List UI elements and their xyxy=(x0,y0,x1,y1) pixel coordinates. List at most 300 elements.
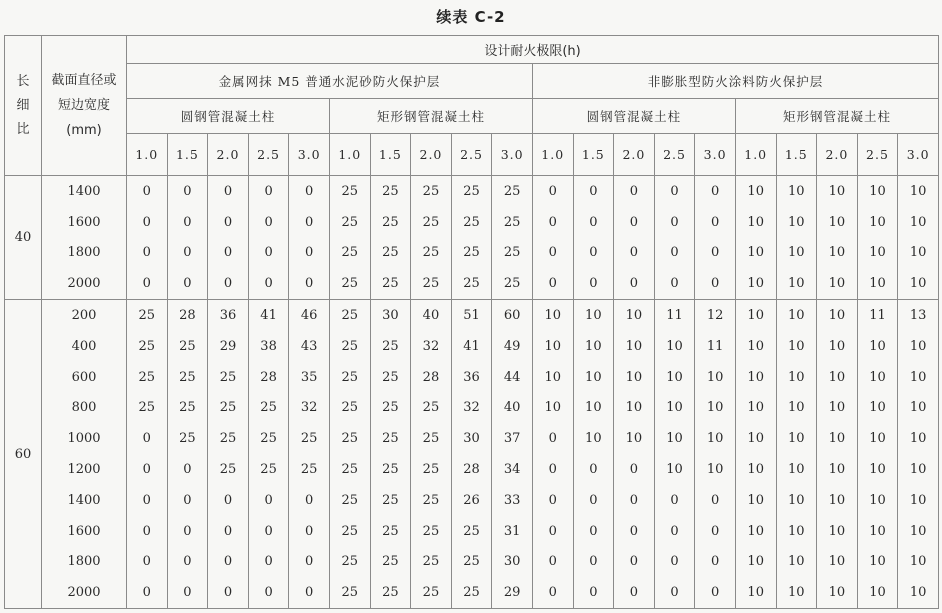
value-cell: 25 xyxy=(411,423,452,454)
value-cell: 0 xyxy=(695,547,736,578)
hours-header-row xyxy=(5,134,939,176)
section-size-cell: 1800 xyxy=(42,547,127,578)
value-cell: 10 xyxy=(573,393,614,424)
value-cell: 25 xyxy=(411,516,452,547)
value-cell: 0 xyxy=(614,516,655,547)
section-size-cell: 1000 xyxy=(42,423,127,454)
value-cell: 10 xyxy=(735,423,776,454)
value-cell: 10 xyxy=(857,176,898,207)
value-cell: 25 xyxy=(492,207,533,238)
value-cell: 25 xyxy=(451,207,492,238)
value-cell: 10 xyxy=(776,362,817,393)
value-cell: 10 xyxy=(614,423,655,454)
hour-header-cell: 2.5 xyxy=(654,134,695,176)
table-row xyxy=(5,423,939,454)
value-cell: 0 xyxy=(573,207,614,238)
value-cell: 0 xyxy=(127,268,168,299)
value-cell: 10 xyxy=(776,207,817,238)
value-cell: 0 xyxy=(248,577,289,608)
value-cell: 0 xyxy=(167,238,208,269)
value-cell: 10 xyxy=(735,577,776,608)
value-cell: 0 xyxy=(573,577,614,608)
value-cell: 0 xyxy=(614,176,655,207)
value-cell: 0 xyxy=(127,238,168,269)
value-cell: 25 xyxy=(451,516,492,547)
table-row xyxy=(5,547,939,578)
value-cell: 25 xyxy=(370,547,411,578)
value-cell: 0 xyxy=(532,176,573,207)
value-cell: 0 xyxy=(289,238,330,269)
value-cell: 0 xyxy=(573,485,614,516)
value-cell: 10 xyxy=(817,238,858,269)
value-cell: 0 xyxy=(289,485,330,516)
value-cell: 25 xyxy=(492,268,533,299)
value-cell: 10 xyxy=(898,393,939,424)
value-cell: 10 xyxy=(614,393,655,424)
value-cell: 10 xyxy=(817,300,858,331)
value-cell: 10 xyxy=(695,393,736,424)
value-cell: 25 xyxy=(329,454,370,485)
value-cell: 33 xyxy=(492,485,533,516)
table-body xyxy=(5,176,939,609)
value-cell: 0 xyxy=(654,516,695,547)
value-cell: 25 xyxy=(329,485,370,516)
value-cell: 10 xyxy=(898,485,939,516)
value-cell: 10 xyxy=(857,268,898,299)
slenderness-header xyxy=(5,36,42,176)
value-cell: 25 xyxy=(370,362,411,393)
value-cell: 10 xyxy=(735,331,776,362)
value-cell: 29 xyxy=(208,331,249,362)
value-cell: 10 xyxy=(857,516,898,547)
value-cell: 10 xyxy=(735,516,776,547)
value-cell: 10 xyxy=(817,516,858,547)
value-cell: 25 xyxy=(370,207,411,238)
value-cell: 25 xyxy=(451,577,492,608)
value-cell: 0 xyxy=(289,207,330,238)
value-cell: 25 xyxy=(329,331,370,362)
value-cell: 10 xyxy=(898,516,939,547)
table-row xyxy=(5,207,939,238)
value-cell: 0 xyxy=(208,485,249,516)
value-cell: 10 xyxy=(532,331,573,362)
value-cell: 10 xyxy=(898,423,939,454)
value-cell: 25 xyxy=(329,547,370,578)
value-cell: 10 xyxy=(695,454,736,485)
value-cell: 10 xyxy=(857,393,898,424)
value-cell: 32 xyxy=(289,393,330,424)
value-cell: 25 xyxy=(167,331,208,362)
value-cell: 0 xyxy=(208,516,249,547)
value-cell: 25 xyxy=(208,423,249,454)
group-header-coating: 非膨胀型防火涂料防火保护层 xyxy=(532,64,938,99)
table-row xyxy=(5,331,939,362)
value-cell: 25 xyxy=(329,423,370,454)
value-cell: 41 xyxy=(451,331,492,362)
value-cell: 25 xyxy=(370,268,411,299)
value-cell: 0 xyxy=(695,516,736,547)
table-row xyxy=(5,362,939,393)
value-cell: 10 xyxy=(776,577,817,608)
value-cell: 0 xyxy=(127,547,168,578)
value-cell: 10 xyxy=(857,454,898,485)
value-cell: 25 xyxy=(411,485,452,516)
value-cell: 25 xyxy=(451,176,492,207)
value-cell: 25 xyxy=(329,238,370,269)
value-cell: 25 xyxy=(411,207,452,238)
value-cell: 0 xyxy=(167,176,208,207)
value-cell: 10 xyxy=(817,268,858,299)
value-cell: 10 xyxy=(654,331,695,362)
value-cell: 0 xyxy=(532,577,573,608)
value-cell: 0 xyxy=(167,547,208,578)
value-cell: 0 xyxy=(167,577,208,608)
value-cell: 0 xyxy=(573,454,614,485)
value-cell: 0 xyxy=(208,176,249,207)
value-cell: 0 xyxy=(248,268,289,299)
hour-header-cell: 2.0 xyxy=(208,134,249,176)
value-cell: 10 xyxy=(654,393,695,424)
value-cell: 0 xyxy=(654,268,695,299)
value-cell: 0 xyxy=(289,547,330,578)
value-cell: 0 xyxy=(532,454,573,485)
value-cell: 0 xyxy=(614,207,655,238)
section-size-cell: 1800 xyxy=(42,238,127,269)
value-cell: 10 xyxy=(532,393,573,424)
value-cell: 25 xyxy=(370,393,411,424)
hour-header-cell: 2.5 xyxy=(451,134,492,176)
hour-header-cell: 2.5 xyxy=(857,134,898,176)
value-cell: 10 xyxy=(735,485,776,516)
value-cell: 10 xyxy=(735,268,776,299)
slenderness-header-text: 长细比 xyxy=(16,73,30,137)
value-cell: 25 xyxy=(289,423,330,454)
table-row xyxy=(5,485,939,516)
value-cell: 0 xyxy=(127,454,168,485)
value-cell: 0 xyxy=(695,577,736,608)
value-cell: 11 xyxy=(654,300,695,331)
value-cell: 10 xyxy=(776,300,817,331)
section-size-cell: 1400 xyxy=(42,176,127,207)
value-cell: 25 xyxy=(208,362,249,393)
value-cell: 0 xyxy=(248,176,289,207)
value-cell: 30 xyxy=(451,423,492,454)
value-cell: 0 xyxy=(532,238,573,269)
hour-header-cell: 3.0 xyxy=(492,134,533,176)
value-cell: 0 xyxy=(532,423,573,454)
value-cell: 0 xyxy=(127,423,168,454)
hour-header-cell: 3.0 xyxy=(695,134,736,176)
hour-header-cell: 1.5 xyxy=(167,134,208,176)
value-cell: 0 xyxy=(289,268,330,299)
value-cell: 25 xyxy=(370,331,411,362)
value-cell: 25 xyxy=(492,238,533,269)
table-row xyxy=(5,268,939,299)
value-cell: 10 xyxy=(857,207,898,238)
value-cell: 32 xyxy=(451,393,492,424)
value-cell: 25 xyxy=(451,238,492,269)
value-cell: 10 xyxy=(532,362,573,393)
value-cell: 25 xyxy=(329,268,370,299)
value-cell: 10 xyxy=(817,331,858,362)
value-cell: 0 xyxy=(654,238,695,269)
value-cell: 0 xyxy=(532,547,573,578)
value-cell: 10 xyxy=(857,331,898,362)
value-cell: 44 xyxy=(492,362,533,393)
value-cell: 25 xyxy=(127,393,168,424)
hour-header-cell: 2.0 xyxy=(817,134,858,176)
hour-header-cell: 3.0 xyxy=(289,134,330,176)
value-cell: 0 xyxy=(208,268,249,299)
section-size-cell: 400 xyxy=(42,331,127,362)
value-cell: 10 xyxy=(573,300,614,331)
section-size-cell: 600 xyxy=(42,362,127,393)
value-cell: 37 xyxy=(492,423,533,454)
value-cell: 10 xyxy=(776,268,817,299)
fire-protection-table xyxy=(4,35,939,609)
fire-limit-header: 设计耐火极限(h) xyxy=(127,36,939,64)
hour-header-cell: 2.5 xyxy=(248,134,289,176)
value-cell: 0 xyxy=(167,454,208,485)
value-cell: 26 xyxy=(451,485,492,516)
value-cell: 0 xyxy=(532,516,573,547)
hour-header-cell: 2.0 xyxy=(614,134,655,176)
value-cell: 0 xyxy=(208,207,249,238)
value-cell: 31 xyxy=(492,516,533,547)
table-row xyxy=(5,454,939,485)
value-cell: 25 xyxy=(289,454,330,485)
value-cell: 0 xyxy=(654,547,695,578)
hour-header-cell: 1.0 xyxy=(532,134,573,176)
value-cell: 25 xyxy=(329,300,370,331)
section-size-cell: 1600 xyxy=(42,207,127,238)
value-cell: 25 xyxy=(411,268,452,299)
value-cell: 28 xyxy=(451,454,492,485)
value-cell: 0 xyxy=(208,577,249,608)
value-cell: 25 xyxy=(329,362,370,393)
value-cell: 10 xyxy=(898,207,939,238)
value-cell: 10 xyxy=(898,547,939,578)
value-cell: 0 xyxy=(573,268,614,299)
subgroup-header-rect-1: 矩形钢管混凝土柱 xyxy=(329,99,532,134)
value-cell: 10 xyxy=(776,423,817,454)
value-cell: 0 xyxy=(127,577,168,608)
subgroup-header-round-2: 圆钢管混凝土柱 xyxy=(532,99,735,134)
value-cell: 10 xyxy=(735,454,776,485)
hour-header-cell: 1.5 xyxy=(573,134,614,176)
value-cell: 10 xyxy=(776,547,817,578)
value-cell: 40 xyxy=(492,393,533,424)
subgroup-header-round-1: 圆钢管混凝土柱 xyxy=(127,99,330,134)
value-cell: 10 xyxy=(735,393,776,424)
value-cell: 0 xyxy=(695,238,736,269)
hour-header-cell: 2.0 xyxy=(411,134,452,176)
value-cell: 29 xyxy=(492,577,533,608)
value-cell: 30 xyxy=(370,300,411,331)
value-cell: 10 xyxy=(776,516,817,547)
value-cell: 25 xyxy=(411,393,452,424)
value-cell: 10 xyxy=(776,393,817,424)
table-row xyxy=(5,176,939,207)
table-row xyxy=(5,393,939,424)
value-cell: 36 xyxy=(208,300,249,331)
value-cell: 0 xyxy=(573,547,614,578)
value-cell: 10 xyxy=(532,300,573,331)
table-row xyxy=(5,577,939,608)
value-cell: 0 xyxy=(167,485,208,516)
value-cell: 10 xyxy=(817,207,858,238)
value-cell: 49 xyxy=(492,331,533,362)
value-cell: 10 xyxy=(654,362,695,393)
value-cell: 46 xyxy=(289,300,330,331)
value-cell: 0 xyxy=(248,516,289,547)
value-cell: 10 xyxy=(654,423,695,454)
table-row xyxy=(5,516,939,547)
value-cell: 10 xyxy=(776,454,817,485)
table-title: 续表 C-2 xyxy=(436,8,506,26)
value-cell: 25 xyxy=(127,331,168,362)
value-cell: 10 xyxy=(898,362,939,393)
value-cell: 25 xyxy=(370,423,411,454)
value-cell: 25 xyxy=(370,485,411,516)
value-cell: 30 xyxy=(492,547,533,578)
value-cell: 0 xyxy=(695,485,736,516)
value-cell: 0 xyxy=(532,485,573,516)
value-cell: 10 xyxy=(817,577,858,608)
value-cell: 25 xyxy=(329,516,370,547)
value-cell: 10 xyxy=(573,423,614,454)
value-cell: 10 xyxy=(573,331,614,362)
value-cell: 28 xyxy=(248,362,289,393)
value-cell: 25 xyxy=(208,454,249,485)
section-size-header-text: 截面直径或短边宽度(mm) xyxy=(51,73,117,138)
value-cell: 10 xyxy=(614,362,655,393)
value-cell: 0 xyxy=(208,547,249,578)
value-cell: 25 xyxy=(167,423,208,454)
value-cell: 10 xyxy=(898,454,939,485)
value-cell: 10 xyxy=(857,485,898,516)
value-cell: 10 xyxy=(735,238,776,269)
value-cell: 10 xyxy=(735,176,776,207)
value-cell: 28 xyxy=(411,362,452,393)
value-cell: 0 xyxy=(127,176,168,207)
value-cell: 25 xyxy=(370,516,411,547)
value-cell: 25 xyxy=(411,454,452,485)
value-cell: 25 xyxy=(411,547,452,578)
value-cell: 25 xyxy=(208,393,249,424)
value-cell: 10 xyxy=(817,362,858,393)
value-cell: 25 xyxy=(248,393,289,424)
section-size-cell: 800 xyxy=(42,393,127,424)
value-cell: 34 xyxy=(492,454,533,485)
value-cell: 25 xyxy=(492,176,533,207)
value-cell: 0 xyxy=(167,207,208,238)
value-cell: 10 xyxy=(817,393,858,424)
value-cell: 25 xyxy=(411,577,452,608)
value-cell: 36 xyxy=(451,362,492,393)
value-cell: 25 xyxy=(127,300,168,331)
section-size-cell: 200 xyxy=(42,300,127,331)
value-cell: 0 xyxy=(167,516,208,547)
value-cell: 10 xyxy=(776,238,817,269)
value-cell: 0 xyxy=(248,207,289,238)
subgroup-header-rect-2: 矩形钢管混凝土柱 xyxy=(735,99,938,134)
value-cell: 25 xyxy=(451,268,492,299)
value-cell: 0 xyxy=(573,176,614,207)
value-cell: 10 xyxy=(857,577,898,608)
value-cell: 10 xyxy=(614,300,655,331)
value-cell: 0 xyxy=(289,577,330,608)
value-cell: 10 xyxy=(898,238,939,269)
value-cell: 25 xyxy=(167,393,208,424)
value-cell: 0 xyxy=(532,268,573,299)
slenderness-cell: 60 xyxy=(5,300,42,609)
value-cell: 0 xyxy=(654,176,695,207)
value-cell: 0 xyxy=(248,547,289,578)
value-cell: 0 xyxy=(614,547,655,578)
value-cell: 0 xyxy=(614,268,655,299)
value-cell: 0 xyxy=(695,268,736,299)
hour-header-cell: 1.0 xyxy=(127,134,168,176)
group-header-cement: 金属网抹 M5 普通水泥砂防火保护层 xyxy=(127,64,533,99)
value-cell: 0 xyxy=(573,516,614,547)
value-cell: 25 xyxy=(329,577,370,608)
value-cell: 0 xyxy=(289,176,330,207)
section-size-cell: 1600 xyxy=(42,516,127,547)
value-cell: 10 xyxy=(857,238,898,269)
value-cell: 0 xyxy=(532,207,573,238)
value-cell: 0 xyxy=(654,485,695,516)
value-cell: 25 xyxy=(411,176,452,207)
value-cell: 10 xyxy=(817,454,858,485)
value-cell: 10 xyxy=(654,454,695,485)
value-cell: 25 xyxy=(329,176,370,207)
value-cell: 10 xyxy=(898,577,939,608)
value-cell: 0 xyxy=(289,516,330,547)
value-cell: 28 xyxy=(167,300,208,331)
section-size-cell: 2000 xyxy=(42,268,127,299)
value-cell: 25 xyxy=(451,547,492,578)
value-cell: 0 xyxy=(695,176,736,207)
value-cell: 25 xyxy=(127,362,168,393)
value-cell: 10 xyxy=(817,176,858,207)
value-cell: 0 xyxy=(127,516,168,547)
value-cell: 10 xyxy=(735,362,776,393)
value-cell: 0 xyxy=(208,238,249,269)
value-cell: 25 xyxy=(370,176,411,207)
hour-header-cell: 1.5 xyxy=(370,134,411,176)
value-cell: 10 xyxy=(857,423,898,454)
value-cell: 43 xyxy=(289,331,330,362)
value-cell: 0 xyxy=(654,577,695,608)
value-cell: 0 xyxy=(248,485,289,516)
value-cell: 0 xyxy=(127,207,168,238)
value-cell: 13 xyxy=(898,300,939,331)
value-cell: 10 xyxy=(573,362,614,393)
table-row xyxy=(5,300,939,331)
value-cell: 10 xyxy=(776,331,817,362)
value-cell: 25 xyxy=(248,454,289,485)
value-cell: 25 xyxy=(329,207,370,238)
value-cell: 10 xyxy=(817,547,858,578)
value-cell: 10 xyxy=(817,423,858,454)
value-cell: 60 xyxy=(492,300,533,331)
value-cell: 10 xyxy=(735,547,776,578)
value-cell: 10 xyxy=(857,362,898,393)
value-cell: 12 xyxy=(695,300,736,331)
value-cell: 10 xyxy=(776,176,817,207)
hour-header-cell: 1.0 xyxy=(329,134,370,176)
